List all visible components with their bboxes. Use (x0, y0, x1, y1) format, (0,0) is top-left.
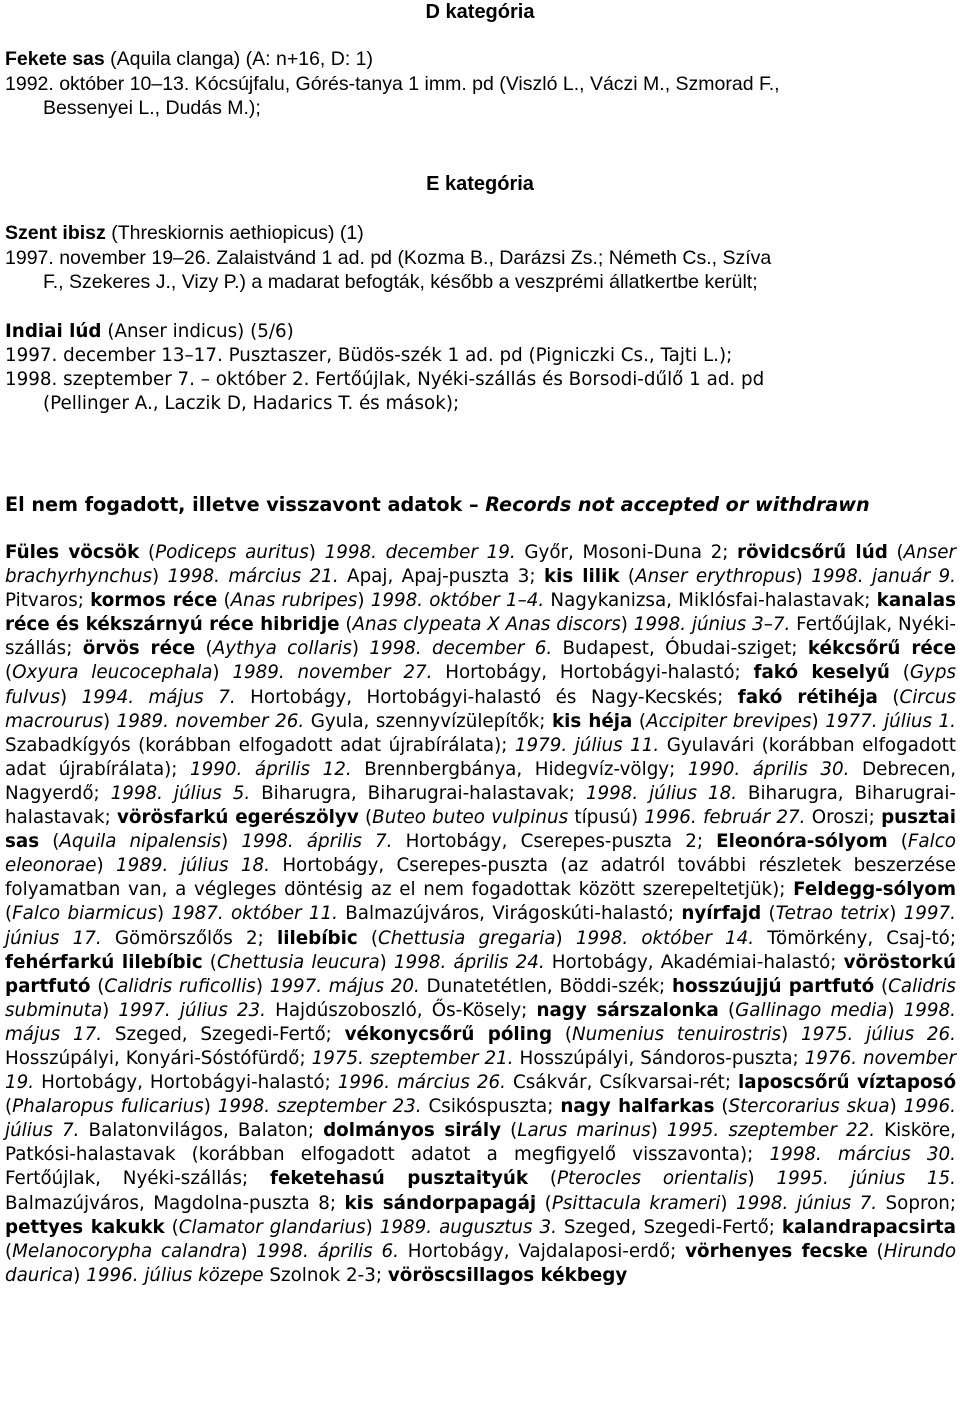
text-run: Hortobágy, Akadémiai-halastó; (544, 951, 844, 973)
italic-run: Gyps fulvus (5, 662, 956, 708)
text-run: ) (152, 566, 168, 588)
record-line: 1997. november 19–26. Zalaistvánd 1 ad. pd (Kozma B., Darázsi Zs.; Németh Cs., Szíva (5, 246, 772, 269)
text-run: Pitvaros; (5, 590, 91, 612)
text-run: Dunatetétlen, Böddi-szék; (419, 975, 672, 997)
text-run: ) (203, 1096, 218, 1118)
text-run: Győr, Mosoni-Duna 2; (515, 542, 738, 563)
text-run: Hosszúpályi, Sándoros-puszta; (513, 1047, 805, 1069)
entry-szent-ibisz (5, 221, 955, 295)
text-run: ( (501, 1120, 518, 1142)
text-run: Balmazújváros, Magdolna-puszta 8; (5, 1192, 345, 1214)
text-run: ( (357, 927, 379, 949)
italic-run: Melanocorypha calandra (12, 1240, 241, 1262)
species-count: (1) (339, 222, 364, 244)
entry-indiai-lud (5, 320, 955, 416)
italic-run: Psittacula krameri (551, 1192, 721, 1214)
text-run: ( (867, 1240, 884, 1262)
italic-run: 1998. július 5. (110, 782, 251, 804)
italic-run: 1996. július közepe (86, 1264, 264, 1286)
italic-run: 1998. június 3–7. (633, 614, 791, 636)
species-name: kanalas réce és kékszárnyú réce hibridje (5, 590, 957, 636)
italic-run: 1997. május 20. (269, 975, 420, 997)
text-run: ) (811, 710, 826, 732)
text-run: Balmazújváros, Virágoskúti-halastó; (337, 903, 682, 925)
text-run: Gyula, szennyvízülepítők; (304, 710, 552, 732)
species-name: laposcsőrű víztaposó (738, 1072, 956, 1094)
text-run: ) (357, 590, 371, 612)
species-latin: (Anser indicus) (107, 321, 245, 342)
italic-run: 1989. november 26. (116, 710, 305, 732)
entry-title (5, 47, 955, 72)
record-line: F., Szekeres J., Vizy P.) a madarat befogták, később a veszprémi állatkertbe került; (43, 271, 758, 293)
italic-run: Tetrao tetrix (775, 903, 890, 925)
text-run: Apaj, Apaj-puszta 3; (338, 566, 544, 588)
species-name: örvös réce (82, 638, 196, 660)
text-run: ) (221, 831, 242, 853)
italic-run: 1998. december 19. (324, 542, 516, 563)
text-run: ) (379, 951, 394, 973)
italic-run: Anas clypeata X Anas discors (352, 614, 621, 636)
text-run: ) (887, 999, 904, 1021)
species-name: vörhenyes fecske (685, 1240, 868, 1262)
species-name: Fekete sas (5, 48, 105, 70)
text-run: ) (720, 1192, 736, 1214)
text-run: ( (619, 566, 636, 588)
species-name: Eleonóra-sólyom (716, 831, 888, 853)
species-name: nagy halfarkas (560, 1096, 715, 1118)
text-run: ( (536, 1192, 552, 1214)
species-latin: (Aquila clanga) (110, 48, 241, 70)
species-name: fakó keselyű (753, 662, 890, 684)
section-heading-d: D kategória (425, 1, 535, 23)
text-run: ) (889, 903, 904, 925)
italic-run: 1994. május 7. (81, 686, 236, 708)
italic-run: Anser erythropus (635, 566, 796, 588)
text-run: ( (339, 614, 353, 636)
entry-title (5, 320, 955, 344)
text-run: ) (747, 1168, 777, 1190)
record-line: 1998. szeptember 7. – október 2. Fertőújlak, Nyéki-szállás és Borsodi-dűlő 1 ad. pd (5, 369, 765, 391)
text-run: ( (632, 710, 647, 732)
species-name: feketehasú pusztaityúk (270, 1168, 528, 1190)
italic-run: Accipiter brevipes (646, 710, 812, 732)
text-run: ) (620, 614, 634, 636)
species-name: vöröstorkú partfutó (5, 951, 956, 997)
italic-run: Numenius tenuirostris (571, 1023, 782, 1045)
italic-run: 1998. március 30. (769, 1144, 956, 1166)
text-run: Hortobágy, Hortobágyi-halastó; (34, 1072, 338, 1094)
text-run: Hajdúszoboszló, Ős-Kösely; (265, 999, 537, 1021)
text-run: Debrecen, Nagyerdő; (5, 758, 957, 804)
species-name: kalandrapacsirta (781, 1216, 956, 1238)
species-name: Feldegg-sólyom (793, 879, 956, 901)
text-run: ) (351, 638, 370, 660)
record-line: Bessenyei L., Dudás M.); (43, 97, 261, 119)
text-run: Brennbergbánya, Hidegvíz-völgy; (351, 758, 688, 780)
text-run: ) (255, 975, 270, 997)
text-run: Kisköre, Patkósi-halastavak (korábban elfogadott adatot a megfigyelő visszavonta); (5, 1120, 956, 1166)
italic-run: Chettusia gregaria (378, 927, 556, 949)
species-name: kis sándorpapagáj (344, 1192, 537, 1214)
species-name: kis lilik (544, 566, 620, 588)
italic-run: 1990. április 12. (190, 758, 352, 780)
italic-run: 1996. július 7. (5, 1096, 956, 1142)
text-run: ( (889, 662, 910, 684)
italic-run: Anas rubripes (230, 590, 358, 612)
italic-run: Anser brachyrhynchus (5, 542, 956, 588)
text-run: ) (781, 1023, 802, 1045)
species-name: fehérfarkú lilebíbic (5, 951, 203, 973)
text-run: ( (887, 831, 908, 853)
text-run: Csikóspuszta; (421, 1096, 561, 1118)
species-name: fakó rétihéja (737, 686, 878, 708)
text-run: ( (877, 686, 900, 708)
italic-run: Calidris subminuta (5, 975, 956, 1021)
species-name: kékcsőrű réce (807, 638, 956, 660)
text-run: ) (60, 686, 82, 708)
species-name: vöröscsillagos kékbegy (387, 1264, 628, 1286)
italic-run: Circus macrourus (5, 686, 956, 732)
italic-run: Podiceps auritus (155, 542, 309, 563)
text-run: Tömörkény, Csaj-tó; (754, 927, 956, 949)
text-run: ) (102, 710, 117, 732)
italic-run: Stercorarius skua (728, 1096, 890, 1118)
text-run: Szolnok 2-3; (263, 1264, 388, 1286)
italic-run: 1975. szeptember 21. (311, 1047, 514, 1069)
italic-run: Aythya collaris (212, 638, 352, 660)
withdrawn-heading-hu: El nem fogadott, illetve visszavont adatok – (5, 493, 479, 516)
text-run: Csákvár, Csíkvarsai-rét; (505, 1072, 739, 1094)
italic-run: 1997. július 23. (118, 999, 266, 1021)
italic-run: 1996. március 26. (337, 1072, 506, 1094)
italic-run: 1998. október 14. (575, 927, 755, 949)
species-name: vörösfarkú egerészölyv (117, 807, 359, 829)
species-name: vékonycsőrű póling (344, 1023, 553, 1045)
italic-run: 1977. július 1. (825, 710, 956, 732)
italic-run: Falco eleonorae (5, 831, 956, 877)
text-run: ( (358, 807, 373, 829)
text-run: ( (552, 1023, 572, 1045)
species-latin: (Threskiornis aethiopicus) (111, 222, 335, 244)
text-run: ( (761, 903, 776, 925)
italic-run: 1995. szeptember 22. (666, 1120, 876, 1142)
text-run: Szabadkígyós (korábban elfogadott adat újrabírálata); (5, 734, 515, 756)
text-run: ( (887, 542, 904, 563)
text-run: ( (5, 1240, 13, 1262)
text-run: ( (202, 951, 217, 973)
text-run: Sopron; (877, 1192, 956, 1214)
italic-run: Oxyura leucocephala (12, 662, 213, 684)
italic-run: 1998. december 6. (369, 638, 553, 660)
species-name: nyírfajd (681, 903, 762, 925)
withdrawn-records-body (5, 541, 956, 1288)
text-run: ( (39, 831, 60, 853)
text-run: ) (240, 1240, 257, 1262)
text-run: ( (164, 1216, 179, 1238)
text-run: ( (718, 999, 736, 1021)
record-line: 1992. október 10–13. Kócsújfalu, Górés-tanya 1 imm. pd (Viszló L., Váczi M., Szmorad F., (5, 72, 780, 95)
text-run: Hortobágy, Vajdalaposi-erdő; (398, 1240, 686, 1262)
text-run: ) (795, 566, 812, 588)
text-run: ) (308, 542, 325, 563)
text-run: ) (102, 999, 119, 1021)
withdrawn-heading-en: Records not accepted or withdrawn (485, 493, 870, 516)
italic-run: Calidris ruficollis (104, 975, 256, 997)
text-run: típusú) (568, 807, 645, 829)
text-run: Szeged, Szegedi-Fertő; (102, 1023, 345, 1045)
italic-run: 1989. július 18. (115, 855, 270, 877)
text-run: ( (90, 975, 105, 997)
italic-run: 1995. június 15. (776, 1168, 956, 1190)
text-run: Oroszi; (805, 807, 882, 829)
italic-run: 1998. július 18. (585, 782, 738, 804)
text-run: ) (212, 662, 233, 684)
text-run: Fertőújlak, Nyéki-szállás; (5, 1168, 271, 1190)
text-run: ) (555, 927, 576, 949)
text-run: ) (96, 855, 116, 877)
italic-run: 1987. október 11. (171, 903, 338, 925)
italic-run: 1975. július 26. (801, 1023, 956, 1045)
text-run: ) (650, 1120, 667, 1142)
text-run: ( (874, 975, 889, 997)
species-name: dolmányos sirály (323, 1120, 502, 1142)
italic-run: Clamator glandarius (178, 1216, 366, 1238)
text-run: Balatonvilágos, Balaton; (79, 1120, 324, 1142)
text-run: ( (139, 542, 156, 563)
text-run: Hortobágy, Hortobágyi-halastó és Nagy-Kecskés; (235, 686, 738, 708)
text-run: Nagykanizsa, Miklósfai-halastavak; (544, 590, 877, 612)
species-name: nagy sárszalonka (536, 999, 719, 1021)
text-run: ( (5, 1096, 13, 1118)
text-run: ) (889, 1096, 904, 1118)
italic-run: 1998. március 21. (167, 566, 339, 588)
text-run: ) (73, 1264, 87, 1286)
species-name: lilebíbic (276, 927, 358, 949)
italic-run: 1998. június 7. (735, 1192, 878, 1214)
italic-run: 1997. június 17. (5, 903, 956, 949)
text-run: ( (195, 638, 213, 660)
text-run: Hosszúpályi, Konyári-Sóstófürdő; (5, 1047, 312, 1069)
record-line: (Pellinger A., Laczik D, Hadarics T. és mások); (43, 393, 460, 415)
text-run: ( (217, 590, 231, 612)
italic-run: Chettusia leucura (216, 951, 380, 973)
text-run: Gyulavári (korábban elfogadott adat újrabírálata); (5, 734, 957, 780)
italic-run: 1979. július 11. (514, 734, 660, 756)
species-name: kis héja (551, 710, 633, 732)
text-run: ) (365, 1216, 380, 1238)
text-run: ) (156, 903, 172, 925)
italic-run: 1998. április 24. (393, 951, 545, 973)
italic-run: 1998. április 7. (241, 831, 393, 853)
italic-run: 1996. február 27. (644, 807, 806, 829)
text-run: ( (5, 662, 13, 684)
italic-run: Aquila nipalensis (59, 831, 222, 853)
species-name: pettyes kakukk (5, 1216, 165, 1238)
section-heading-e: E kategória (426, 173, 534, 195)
text-run: Hortobágy, Cserepes-puszta (az adatról további részletek beszerzése folyamatban van, a végleges döntésig az el nem fogadottak között szerepeltetjük); (5, 855, 956, 901)
text-run: Fertőújlak, Nyéki-szállás; (5, 614, 956, 660)
text-run: ( (528, 1168, 557, 1190)
text-run: Biharugra, Biharugrai-halastavak; (5, 782, 957, 829)
species-name: Indiai lúd (5, 321, 102, 342)
species-name: rövidcsőrű lúd (737, 542, 888, 563)
text-run: ( (5, 903, 13, 925)
species-count: (5/6) (250, 321, 294, 342)
text-run: Hortobágy, Cserepes-puszta 2; (392, 831, 717, 853)
text-run: Biharugra, Biharugrai-halastavak; (250, 782, 586, 804)
species-name: hosszúujjú partfutó (671, 975, 875, 997)
italic-run: 1998. május 17. (5, 999, 956, 1045)
withdrawn-heading (5, 493, 960, 517)
text-run: Budapest, Óbudai-sziget; (552, 638, 808, 660)
text-run: Szeged, Szegedi-Fertő; (556, 1216, 782, 1238)
italic-run: Falco biarmicus (12, 903, 157, 925)
italic-run: Larus marinus (517, 1120, 651, 1142)
species-name: pusztai sas (5, 807, 957, 853)
text-run: Hortobágy, Hortobágyi-halastó; (432, 662, 754, 684)
italic-run: 1990. április 30. (687, 758, 850, 780)
italic-run: 1998. január 9. (811, 566, 956, 588)
species-name: kormos réce (90, 590, 218, 612)
entry-fekete-sas (5, 47, 955, 121)
italic-run: 1998. szeptember 23. (217, 1096, 422, 1118)
entry-title (5, 221, 955, 246)
species-name: Füles vöcsök (5, 542, 140, 563)
italic-run: Pterocles orientalis (556, 1168, 748, 1190)
text-run: ( (714, 1096, 729, 1118)
italic-run: Buteo buteo vulpinus (372, 807, 569, 829)
record-line: 1997. december 13–17. Pusztaszer, Büdös-szék 1 ad. pd (Pigniczki Cs., Tajti L.); (5, 345, 733, 367)
italic-run: 1976. november 19. (5, 1047, 956, 1094)
italic-run: Hirundo daurica (5, 1240, 957, 1286)
italic-run: 1998. április 6. (256, 1240, 399, 1262)
italic-run: 1998. október 1–4. (370, 590, 545, 612)
species-count: (A: n+16, D: 1) (245, 48, 374, 70)
italic-run: 1989. augusztus 3. (379, 1216, 557, 1238)
italic-run: Gallinago media (735, 999, 888, 1021)
species-name: Szent ibisz (5, 222, 106, 244)
italic-run: 1989. november 27. (232, 662, 433, 684)
text-run: Gömörszőlős 2; (101, 927, 277, 949)
italic-run: Phalaropus fulicarius (12, 1096, 204, 1118)
